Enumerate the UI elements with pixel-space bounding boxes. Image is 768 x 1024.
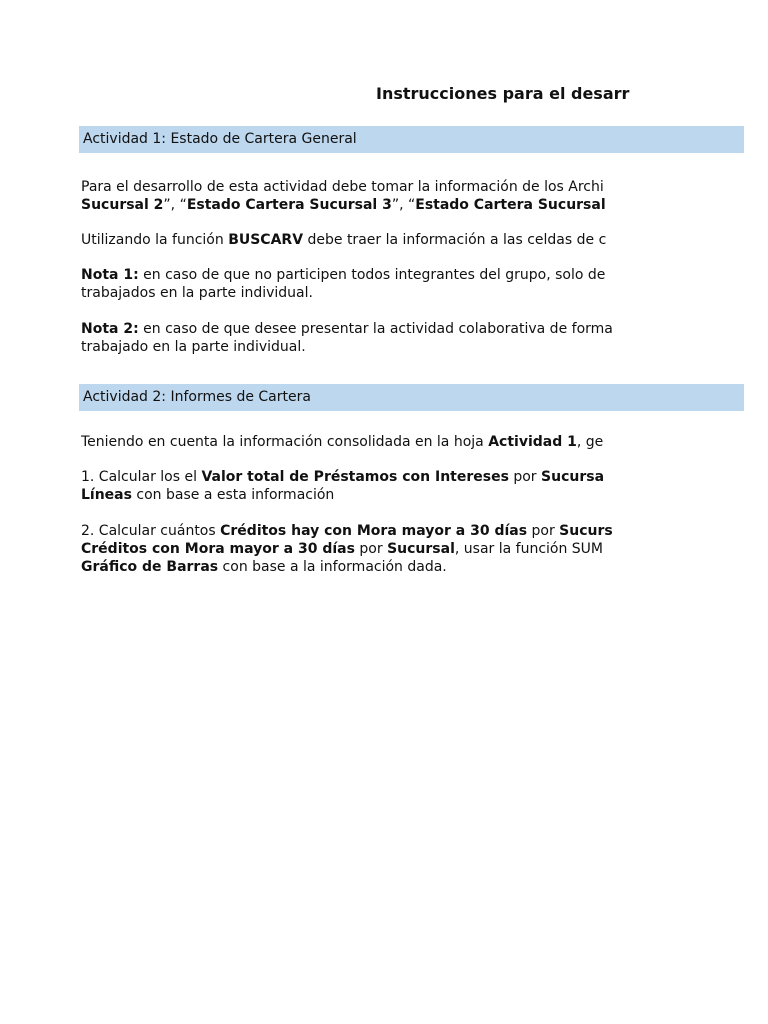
text: trabajado en la parte individual.	[81, 339, 306, 355]
bold-text: BUSCARV	[228, 232, 304, 248]
text: ”, “	[391, 197, 416, 213]
text: Utilizando la función	[81, 232, 229, 248]
nota-label: Nota 2:	[81, 321, 139, 337]
text: con base a esta información	[131, 487, 335, 503]
actividad-1-paragraph-buscarv	[81, 231, 661, 249]
nota-label: Nota 1:	[81, 267, 139, 283]
bold-text: Actividad 1	[488, 434, 577, 450]
section-header-actividad-1: Actividad 1: Estado de Cartera General	[79, 126, 744, 153]
paragraph-line	[81, 266, 661, 284]
text: por	[508, 469, 542, 485]
section-header-actividad-2: Actividad 2: Informes de Cartera	[79, 384, 744, 411]
text: , ge	[576, 434, 604, 450]
text: Para el desarrollo de esta actividad debe tomar la información de los Archi	[81, 179, 604, 195]
bold-text: Sucursa	[541, 469, 605, 485]
text: por	[527, 523, 560, 539]
text: en caso de que desee presentar la actividad colaborativa de forma	[138, 321, 613, 337]
bold-text: Gráfico de Barras	[81, 559, 219, 575]
paragraph-line	[81, 558, 661, 576]
actividad-1-paragraph-archivos	[81, 178, 661, 214]
paragraph-line	[81, 486, 661, 504]
text: , usar la función SUM	[454, 541, 604, 557]
paragraph-line	[81, 338, 661, 356]
paragraph-line	[81, 468, 661, 486]
text: ”, “	[163, 197, 187, 213]
text: debe traer la información a las celdas de c	[303, 232, 607, 248]
actividad-1-nota-2	[81, 320, 661, 356]
actividad-2-item-2	[81, 522, 661, 576]
text: en caso de que no participen todos integrantes del grupo, solo de	[138, 267, 606, 283]
bold-text: Sucursal 2	[81, 197, 164, 213]
bold-text: Créditos hay con Mora mayor a 30 días	[220, 523, 528, 539]
paragraph-line	[81, 178, 661, 196]
text: con base a la información dada.	[218, 559, 447, 575]
bold-text: Créditos con Mora mayor a 30 días	[81, 541, 355, 557]
paragraph-line	[81, 433, 661, 451]
paragraph-line	[81, 231, 661, 249]
actividad-2-intro	[81, 433, 661, 451]
actividad-1-nota-1	[81, 266, 661, 302]
text: Teniendo en cuenta la información consolidada en la hoja	[81, 434, 489, 450]
text: 1. Calcular los el	[81, 469, 202, 485]
paragraph-line	[81, 320, 661, 338]
paragraph-line	[81, 540, 661, 558]
text: trabajados en la parte individual.	[81, 285, 313, 301]
paragraph-line	[81, 196, 661, 214]
bold-text: Sucursal	[387, 541, 455, 557]
paragraph-line	[81, 284, 661, 302]
bold-text: Valor total de Préstamos con Intereses	[201, 469, 509, 485]
bold-text: Líneas	[81, 487, 132, 503]
bold-text: Estado Cartera Sucursal 3	[186, 197, 392, 213]
paragraph-line	[81, 522, 661, 540]
bold-text: Estado Cartera Sucursal	[415, 197, 606, 213]
text: por	[354, 541, 388, 557]
bold-text: Sucurs	[559, 523, 613, 539]
actividad-2-item-1	[81, 468, 661, 504]
text: 2. Calcular cuántos	[81, 523, 221, 539]
page-title: Instrucciones para el desarr	[376, 84, 630, 103]
